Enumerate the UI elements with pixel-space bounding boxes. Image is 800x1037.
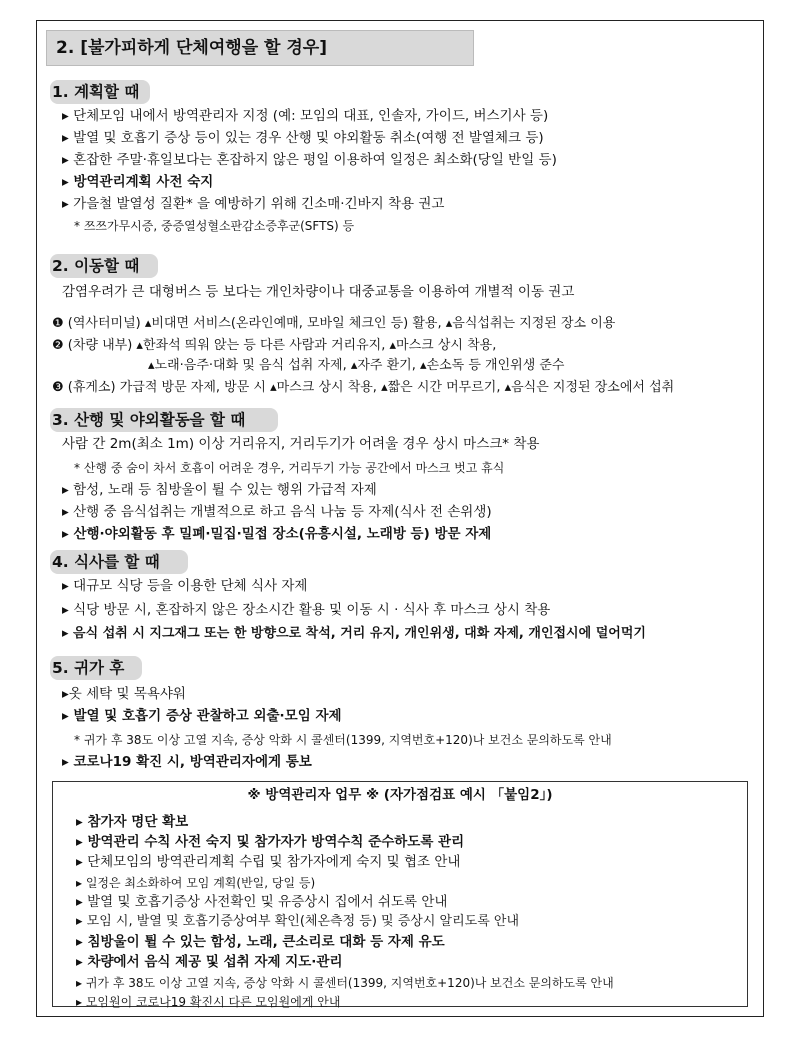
s1-line-3: ▸ 혼잡한 주말·휴일보다는 혼잡하지 않은 평일 이용하여 일정은 최소화(당일 반일 등) [62,152,557,168]
duty-item-2: ▸ 방역관리 수칙 사전 숙지 및 참가자가 방역수칙 준수하도록 관리 [76,834,465,850]
duty-item-8: ▸ 차량에서 음식 제공 및 섭취 자제 지도·관리 [76,954,343,970]
duty-item-5: ▸ 발열 및 호흡기증상 사전확인 및 유증상시 집에서 쉬도록 안내 [76,894,448,910]
section-5-heading: 5. 귀가 후 [52,659,125,677]
page-title: 2. [불가피하게 단체여행을 할 경우] [56,38,327,58]
s2-item-2: ❷ (차량 내부) ▴한좌석 띄워 앉는 등 다른 사람과 거리유지, ▴마스크 상시 착용, [52,338,497,353]
s2-item-1: ❶ (역사터미널) ▴비대면 서비스(온라인예매, 모바일 체크인 등) 활용, ▴음식섭취는 지정된 장소 이용 [52,316,616,331]
s3-intro: 사람 간 2m(최소 1m) 이상 거리유지, 거리두기가 어려울 경우 상시 마스크* 착용 [62,436,540,452]
duty-item-6: ▸ 모임 시, 발열 및 호흡기증상여부 확인(체온측정 등) 및 증상시 알리도록 안내 [76,914,519,929]
s1-line-5: ▸ 가을철 발열성 질환* 을 예방하기 위해 긴소매·긴바지 착용 권고 [62,196,445,212]
duty-item-1: ▸ 참가자 명단 확보 [76,814,189,830]
s1-line-1: ▸ 단체모임 내에서 방역관리자 지정 (예: 모임의 대표, 인솔자, 가이드, 버스기사 등) [62,108,549,124]
duty-item-9: ▸ 귀가 후 38도 이상 고열 지속, 증상 악화 시 콜센터(1399, 지역번호+120)나 보건소 문의하도록 안내 [76,976,614,990]
s3-line-2: ▸ 산행 중 음식섭취는 개별적으로 하고 음식 나눔 등 자제(식사 전 손위생) [62,504,492,520]
s5-note: * 귀가 후 38도 이상 고열 지속, 증상 악화 시 콜센터(1399, 지역번호+120)나 보건소 문의하도록 안내 [74,733,612,747]
s3-line-3: ▸ 산행·야외활동 후 밀폐·밀집·밀접 장소(유흥시설, 노래방 등) 방문 자제 [62,526,492,542]
s2-item-3: ❸ (휴게소) 가급적 방문 자제, 방문 시 ▴마스크 상시 착용, ▴짧은 시간 머무르기, ▴음식은 지정된 장소에서 섭취 [52,380,675,395]
s4-line-2: ▸ 식당 방문 시, 혼잡하지 않은 장소시간 활용 및 이동 시 · 식사 후 마스크 상시 착용 [62,602,551,618]
duty-item-7: ▸ 침방울이 튈 수 있는 함성, 노래, 큰소리로 대화 등 자제 유도 [76,934,445,950]
s2-intro: 감염우려가 큰 대형버스 등 보다는 개인차량이나 대중교통을 이용하여 개별적 이동 권고 [62,284,575,300]
s4-line-3: ▸ 음식 섭취 시 지그재그 또는 한 방향으로 착석, 거리 유지, 개인위생, 대화 자제, 개인접시에 덜어먹기 [62,626,646,641]
section-4-heading: 4. 식사를 할 때 [52,553,160,571]
s5-line-2: ▸ 발열 및 호흡기 증상 관찰하고 외출·모임 자제 [62,708,342,724]
s5-line-3: ▸ 코로나19 확진 시, 방역관리자에게 통보 [62,754,312,770]
duty-heading: ※ 방역관리자 업무 ※ (자가점검표 예시 「붙임2」) [247,787,553,803]
s3-line-1: ▸ 함성, 노래 등 침방울이 튈 수 있는 행위 가급적 자제 [62,482,377,498]
s5-line-1: ▸옷 세탁 및 목욕샤워 [62,686,186,702]
s1-line-2: ▸ 발열 및 호흡기 증상 등이 있는 경우 산행 및 야외활동 취소(여행 전 발열체크 등) [62,130,544,146]
s1-note: * 쯔쯔가무시증, 중증열성혈소판감소증후군(SFTS) 등 [74,219,355,233]
duty-item-3: ▸ 단체모임의 방역관리계획 수립 및 참가자에게 숙지 및 협조 안내 [76,854,461,870]
s2-item-2-cont: ▴노래·음주·대화 및 음식 섭취 자제, ▴자주 환기, ▴손소독 등 개인위생 준수 [148,358,565,373]
section-3-heading: 3. 산행 및 야외활동을 할 때 [52,411,246,429]
duty-item-4: ▸ 일정은 최소화하여 모임 계획(반일, 당일 등) [76,876,316,890]
duty-item-10: ▸ 모임원이 코로나19 확진시 다른 모임원에게 안내 [76,995,341,1009]
section-1-heading: 1. 계획할 때 [52,83,140,101]
section-2-heading: 2. 이동할 때 [52,257,140,275]
s1-line-4: ▸ 방역관리계획 사전 숙지 [62,174,214,190]
s4-line-1: ▸ 대규모 식당 등을 이용한 단체 식사 자제 [62,578,308,594]
s3-note: * 산행 중 숨이 차서 호흡이 어려운 경우, 거리두기 가능 공간에서 마스크 벗고 휴식 [74,461,505,475]
